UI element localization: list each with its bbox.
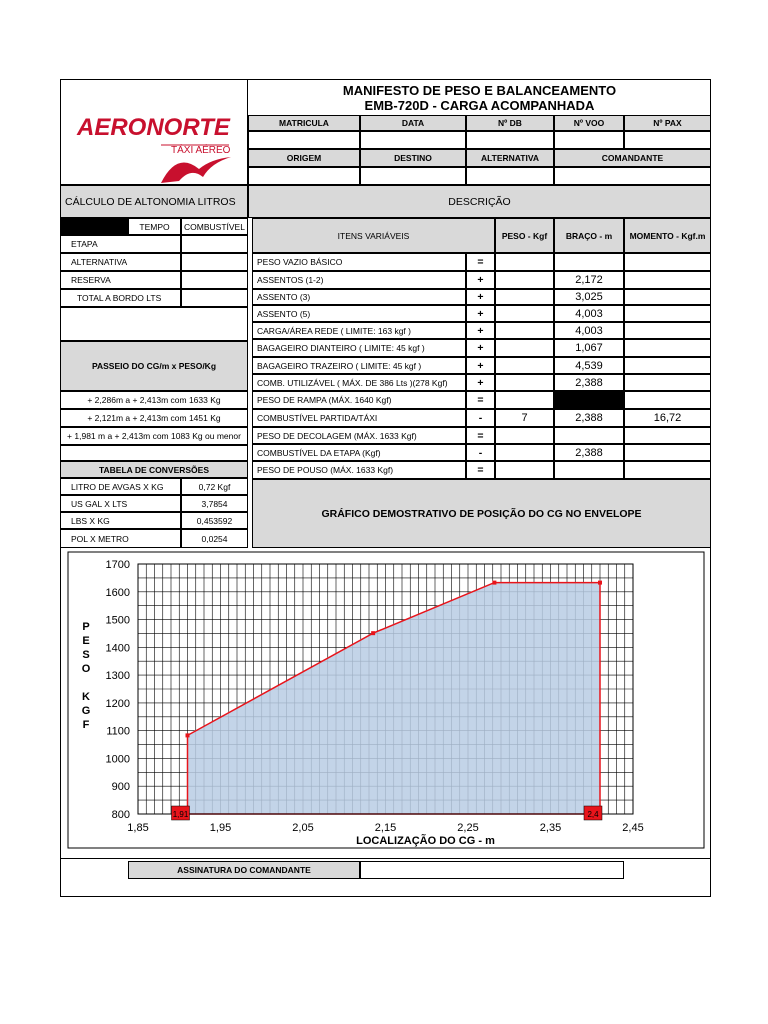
weight-cell[interactable] (495, 289, 554, 305)
arm-cell: 2,172 (554, 271, 624, 289)
row-total: TOTAL A BORDO LTS (60, 289, 181, 307)
matricula-field[interactable] (248, 131, 360, 149)
y-axis-label-letter: O (81, 663, 91, 675)
label-matricula: MATRICULA (248, 115, 360, 131)
envelope-point (186, 733, 190, 737)
conversion-label: LBS X KG (60, 512, 181, 529)
moment-cell[interactable] (624, 427, 711, 444)
y-tick-label: 1300 (105, 670, 130, 683)
data-field[interactable] (360, 131, 466, 149)
signature-divider (60, 858, 711, 859)
operator-sign: + (466, 357, 495, 374)
label-alternativa: ALTERNATIVA (466, 149, 554, 167)
item-label: CARGA/ÁREA REDE ( LIMITE: 163 kgf ) (252, 322, 466, 339)
operator-sign: + (466, 339, 495, 357)
signature-label: ASSINATURA DO COMANDANTE (128, 861, 360, 879)
conversion-value: 3,7854 (181, 495, 248, 512)
weight-cell[interactable] (495, 322, 554, 339)
item-label: PESO DE POUSO (MÁX. 1633 Kgf) (252, 461, 466, 479)
operator-sign: - (466, 409, 495, 427)
moment-cell[interactable] (624, 305, 711, 322)
y-axis-label-letter: K (82, 691, 90, 703)
weight-cell[interactable]: 7 (495, 409, 554, 427)
weight-cell[interactable] (495, 374, 554, 391)
x-tick-label: 2,45 (622, 822, 644, 834)
conversions-title: TABELA DE CONVERSÕES (60, 461, 248, 478)
cg-path-line: + 2,286m a + 2,413m com 1633 Kg (60, 391, 248, 409)
arm-cell: 1,067 (554, 339, 624, 357)
operator-sign: = (466, 461, 495, 479)
comandante-field[interactable] (554, 167, 711, 185)
x-tick-label: 1,95 (209, 822, 232, 834)
arm-cell: 4,539 (554, 357, 624, 374)
arm-cell: 2,388 (554, 444, 624, 461)
weight-cell[interactable] (495, 357, 554, 374)
col-tempo: TEMPO (128, 218, 181, 235)
y-tick-label: 1600 (105, 586, 130, 599)
item-label: COMB. UTILIZÁVEL ( MÁX. DE 386 Lts )(278 Kgf) (252, 374, 466, 391)
weight-cell[interactable] (495, 305, 554, 322)
pax-field[interactable] (624, 131, 711, 149)
reserva-fuel-field[interactable] (181, 271, 248, 289)
col-items: ITENS VARIÁVEIS (252, 218, 495, 253)
weight-cell[interactable] (495, 271, 554, 289)
y-axis-label-letter: E (82, 635, 90, 647)
db-field[interactable] (466, 131, 554, 149)
item-label: PESO VAZIO BÁSICO (252, 253, 466, 271)
moment-cell[interactable] (624, 271, 711, 289)
col-moment: MOMENTO - Kgf.m (624, 218, 711, 253)
weight-cell[interactable] (495, 339, 554, 357)
moment-cell[interactable] (624, 444, 711, 461)
y-tick-label: 900 (111, 781, 130, 794)
moment-cell[interactable] (624, 357, 711, 374)
label-data: DATA (360, 115, 466, 131)
moment-cell[interactable]: 16,72 (624, 409, 711, 427)
bird-icon (161, 157, 231, 183)
item-label: ASSENTO (3) (252, 289, 466, 305)
cg-envelope-chart (66, 550, 706, 850)
y-axis-label-letter: G (81, 705, 91, 717)
moment-cell[interactable] (624, 461, 711, 479)
label-db: Nº DB (466, 115, 554, 131)
voo-field[interactable] (554, 131, 624, 149)
y-axis-label-letter: S (82, 649, 90, 661)
y-tick-label: 800 (111, 809, 130, 821)
weight-cell[interactable] (495, 444, 554, 461)
moment-cell[interactable] (624, 339, 711, 357)
origem-field[interactable] (248, 167, 360, 185)
operator-sign: + (466, 289, 495, 305)
cg-path-title: PASSEIO DO CG/m x PESO/Kg (60, 341, 248, 391)
item-label: BAGAGEIRO DIANTEIRO ( LIMITE: 45 kgf ) (252, 339, 466, 357)
label-pax: Nº PAX (624, 115, 711, 131)
label-voo: Nº VOO (554, 115, 624, 131)
description-title: DESCRIÇÃO (248, 185, 711, 218)
annotation-label: 2,4 (587, 810, 599, 819)
signature-field[interactable] (360, 861, 624, 879)
col-weight: PESO - Kgf (495, 218, 554, 253)
arm-cell (554, 391, 624, 409)
autonomy-title: CÁLCULO DE ALTONOMIA LITROS (60, 185, 248, 218)
y-tick-label: 1500 (105, 614, 130, 627)
alternativa-field[interactable] (466, 167, 554, 185)
y-axis-label-letter: P (82, 621, 90, 633)
operator-sign: + (466, 322, 495, 339)
moment-cell[interactable] (624, 322, 711, 339)
title-line1: MANIFESTO DE PESO E BALANCEAMENTO (342, 83, 617, 98)
y-tick-label: 1100 (106, 725, 130, 738)
x-tick-label: 2,05 (292, 822, 314, 834)
title-block (248, 79, 711, 115)
alternativa-fuel-field[interactable] (181, 253, 248, 271)
cg-path-spacer (60, 445, 248, 461)
label-origem: ORIGEM (248, 149, 360, 167)
arm-cell: 2,388 (554, 409, 624, 427)
conversion-value: 0,0254 (181, 529, 248, 548)
destino-field[interactable] (360, 167, 466, 185)
envelope-point (492, 581, 496, 585)
item-label: PESO DE RAMPA (MÁX. 1640 Kgf) (252, 391, 466, 409)
conversion-label: US GAL X LTS (60, 495, 181, 512)
arm-cell: 2,388 (554, 374, 624, 391)
item-label: PESO DE DECOLAGEM (MÁX. 1633 Kgf) (252, 427, 466, 444)
y-axis-label-letter: F (82, 719, 90, 731)
operator-sign: = (466, 253, 495, 271)
row-reserva: RESERVA (60, 271, 181, 289)
item-label: ASSENTOS (1-2) (252, 271, 466, 289)
item-label: COMBUSTÍVEL PARTIDA/TÁXI (252, 409, 466, 427)
arm-cell (554, 461, 624, 479)
y-tick-label: 1000 (105, 753, 130, 766)
arm-cell (554, 253, 624, 271)
logo-cell (60, 79, 248, 185)
arm-cell: 4,003 (554, 322, 624, 339)
arm-cell: 4,003 (554, 305, 624, 322)
cg-path-line: + 2,121m a + 2,413m com 1451 Kg (60, 409, 248, 427)
arm-cell (554, 427, 624, 444)
operator-sign: + (466, 305, 495, 322)
cg-path-line: + 1,981 m a + 2,413m com 1083 Kg ou menor (60, 427, 248, 445)
operator-sign: - (466, 444, 495, 461)
chart-section-title: GRÁFICO DEMOSTRATIVO DE POSIÇÃO DO CG NO ENVELOPE (252, 479, 711, 548)
item-label: COMBUSTÍVEL DA ETAPA (Kgf) (252, 444, 466, 461)
moment-cell[interactable] (624, 391, 711, 409)
x-tick-label: 2,15 (374, 822, 397, 834)
autonomy-spacer (60, 307, 248, 341)
aeronorte-logo (61, 79, 247, 185)
weight-cell[interactable] (495, 253, 554, 271)
y-tick-label: 1200 (105, 697, 130, 710)
weight-cell[interactable] (495, 391, 554, 409)
x-tick-label: 2,25 (457, 822, 479, 834)
moment-cell[interactable] (624, 289, 711, 305)
x-axis-label: LOCALIZAÇÃO DO CG - m (356, 835, 495, 847)
col-combustivel: COMBUSTÍVEL (181, 218, 248, 235)
envelope-point (598, 581, 602, 585)
title-line2: EMB-720D - CARGA ACOMPANHADA (364, 98, 595, 113)
operator-sign: + (466, 271, 495, 289)
conversion-value: 0,453592 (181, 512, 248, 529)
conversion-value: 0,72 Kgf (181, 478, 248, 495)
logo-text-aero: AERONORTE (77, 114, 230, 141)
row-etapa: ETAPA (60, 235, 181, 253)
row-alternativa: ALTERNATIVA (60, 253, 181, 271)
x-tick-label: 1,85 (127, 822, 149, 834)
label-comandante: COMANDANTE (554, 149, 711, 167)
y-tick-label: 1400 (105, 642, 130, 655)
weight-cell[interactable] (495, 427, 554, 444)
arm-cell: 3,025 (554, 289, 624, 305)
conversion-label: POL X METRO (60, 529, 181, 548)
operator-sign: = (466, 427, 495, 444)
label-destino: DESTINO (360, 149, 466, 167)
operator-sign: = (466, 391, 495, 409)
conversion-label: LITRO DE AVGAS X KG (60, 478, 181, 495)
etapa-fuel-field[interactable] (181, 235, 248, 253)
total-fuel-field[interactable] (181, 289, 248, 307)
moment-cell[interactable] (624, 253, 711, 271)
x-tick-label: 2,35 (539, 822, 562, 834)
y-tick-label: 1700 (105, 559, 130, 571)
autonomy-header-blank (60, 218, 128, 235)
moment-cell[interactable] (624, 374, 711, 391)
col-arm: BRAÇO - m (554, 218, 624, 253)
envelope-point (371, 631, 375, 635)
weight-cell[interactable] (495, 461, 554, 479)
item-label: BAGAGEIRO TRAZEIRO ( LIMITE: 45 kgf ) (252, 357, 466, 374)
item-label: ASSENTO (5) (252, 305, 466, 322)
annotation-label: 1,91 (172, 810, 189, 819)
logo-subtitle: TÁXI AÉREO (171, 145, 231, 156)
operator-sign: + (466, 374, 495, 391)
